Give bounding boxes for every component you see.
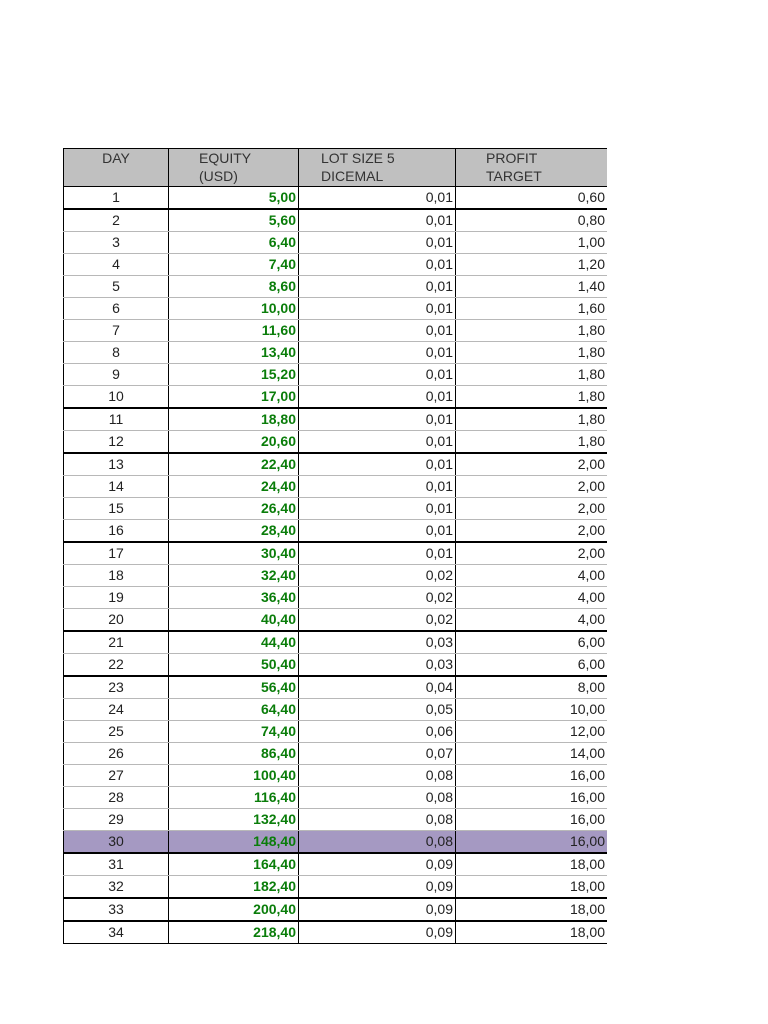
table-row [64,609,608,632]
table-row [64,809,608,831]
lot-size-cell: 0,01 [299,298,456,320]
table-row [64,453,608,476]
profit-target-cell: 16,00 [456,831,608,854]
day-cell: 13 [64,453,169,476]
day-cell: 21 [64,631,169,654]
profit-target-cell: 10,00 [456,699,608,721]
lot-size-cell: 0,09 [299,921,456,944]
equity-cell: 5,60 [169,209,299,232]
profit-target-cell: 16,00 [456,765,608,787]
day-cell: 27 [64,765,169,787]
equity-cell: 28,40 [169,520,299,543]
day-cell: 4 [64,254,169,276]
equity-cell: 7,40 [169,254,299,276]
equity-cell: 218,40 [169,921,299,944]
profit-target-cell: 1,80 [456,320,608,342]
profit-target-cell: 18,00 [456,853,608,876]
day-cell: 6 [64,298,169,320]
table-row [64,787,608,809]
day-cell: 23 [64,676,169,699]
table-row [64,476,608,498]
header-day: DAY [64,149,169,187]
table-row [64,386,608,409]
lot-size-cell: 0,01 [299,187,456,210]
lot-size-cell: 0,01 [299,342,456,364]
profit-target-cell: 1,60 [456,298,608,320]
lot-size-cell: 0,01 [299,431,456,454]
day-cell: 3 [64,232,169,254]
day-cell: 30 [64,831,169,854]
day-cell: 32 [64,876,169,899]
profit-target-cell: 1,80 [456,342,608,364]
table-row [64,187,608,210]
lot-size-cell: 0,01 [299,320,456,342]
table-row [64,276,608,298]
equity-cell: 22,40 [169,453,299,476]
equity-cell: 32,40 [169,565,299,587]
day-cell: 28 [64,787,169,809]
profit-target-cell: 12,00 [456,721,608,743]
table-row [64,209,608,232]
table-row [64,498,608,520]
profit-target-cell: 1,00 [456,232,608,254]
lot-size-cell: 0,01 [299,232,456,254]
lot-size-cell: 0,01 [299,408,456,431]
table-row [64,431,608,454]
equity-cell: 200,40 [169,898,299,921]
profit-target-cell: 18,00 [456,921,608,944]
table-body [64,187,608,944]
profit-target-cell: 1,80 [456,408,608,431]
profit-target-cell: 18,00 [456,876,608,899]
equity-cell: 56,40 [169,676,299,699]
table-row [64,320,608,342]
profit-target-cell: 1,80 [456,431,608,454]
lot-size-cell: 0,08 [299,787,456,809]
lot-size-cell: 0,01 [299,386,456,409]
equity-cell: 182,40 [169,876,299,899]
table-row [64,831,608,854]
equity-cell: 148,40 [169,831,299,854]
lot-size-cell: 0,04 [299,676,456,699]
equity-cell: 116,40 [169,787,299,809]
lot-size-cell: 0,01 [299,364,456,386]
profit-target-cell: 14,00 [456,743,608,765]
equity-cell: 36,40 [169,587,299,609]
equity-cell: 20,60 [169,431,299,454]
equity-cell: 26,40 [169,498,299,520]
equity-cell: 17,00 [169,386,299,409]
profit-target-cell: 8,00 [456,676,608,699]
table-row [64,743,608,765]
table-row [64,298,608,320]
equity-cell: 40,40 [169,609,299,632]
day-cell: 16 [64,520,169,543]
header-profit-target: PROFIT TARGET [456,149,608,187]
equity-cell: 44,40 [169,631,299,654]
profit-target-cell: 2,00 [456,520,608,543]
profit-target-cell: 6,00 [456,654,608,677]
lot-size-cell: 0,03 [299,631,456,654]
table-row [64,565,608,587]
table-row [64,587,608,609]
equity-cell: 18,80 [169,408,299,431]
lot-size-cell: 0,02 [299,565,456,587]
day-cell: 34 [64,921,169,944]
profit-target-cell: 2,00 [456,542,608,565]
table-row [64,542,608,565]
day-cell: 22 [64,654,169,677]
table-row [64,364,608,386]
day-cell: 17 [64,542,169,565]
lot-size-cell: 0,03 [299,654,456,677]
table-row [64,654,608,677]
profit-target-cell: 0,60 [456,187,608,210]
day-cell: 14 [64,476,169,498]
equity-cell: 74,40 [169,721,299,743]
table-row [64,876,608,899]
lot-size-cell: 0,09 [299,898,456,921]
lot-size-cell: 0,08 [299,831,456,854]
day-cell: 26 [64,743,169,765]
lot-size-cell: 0,09 [299,853,456,876]
lot-size-cell: 0,08 [299,809,456,831]
day-cell: 9 [64,364,169,386]
equity-cell: 15,20 [169,364,299,386]
table-row [64,254,608,276]
equity-cell: 6,40 [169,232,299,254]
lot-size-cell: 0,01 [299,542,456,565]
equity-cell: 11,60 [169,320,299,342]
day-cell: 12 [64,431,169,454]
lot-size-cell: 0,01 [299,209,456,232]
day-cell: 25 [64,721,169,743]
table-row [64,765,608,787]
lot-size-cell: 0,05 [299,699,456,721]
day-cell: 18 [64,565,169,587]
table-row [64,898,608,921]
profit-target-cell: 0,80 [456,209,608,232]
profit-target-cell: 4,00 [456,587,608,609]
day-cell: 1 [64,187,169,210]
equity-cell: 86,40 [169,743,299,765]
profit-target-cell: 1,80 [456,364,608,386]
lot-size-cell: 0,01 [299,498,456,520]
lot-size-cell: 0,07 [299,743,456,765]
table-row [64,631,608,654]
equity-table-container [63,148,607,944]
day-cell: 31 [64,853,169,876]
header-lot-size: LOT SIZE 5 DICEMAL [299,149,456,187]
table-row [64,408,608,431]
day-cell: 11 [64,408,169,431]
day-cell: 24 [64,699,169,721]
profit-target-cell: 4,00 [456,609,608,632]
table-row [64,921,608,944]
profit-target-cell: 4,00 [456,565,608,587]
equity-cell: 24,40 [169,476,299,498]
lot-size-cell: 0,02 [299,587,456,609]
lot-size-cell: 0,09 [299,876,456,899]
lot-size-cell: 0,08 [299,765,456,787]
day-cell: 29 [64,809,169,831]
day-cell: 2 [64,209,169,232]
lot-size-cell: 0,02 [299,609,456,632]
table-row [64,853,608,876]
day-cell: 19 [64,587,169,609]
lot-size-cell: 0,01 [299,453,456,476]
profit-target-cell: 18,00 [456,898,608,921]
day-cell: 8 [64,342,169,364]
profit-target-cell: 1,20 [456,254,608,276]
profit-target-cell: 16,00 [456,809,608,831]
lot-size-cell: 0,06 [299,721,456,743]
day-cell: 7 [64,320,169,342]
lot-size-cell: 0,01 [299,520,456,543]
equity-cell: 8,60 [169,276,299,298]
day-cell: 10 [64,386,169,409]
equity-cell: 10,00 [169,298,299,320]
lot-size-cell: 0,01 [299,254,456,276]
header-equity: EQUITY (USD) [169,149,299,187]
table-row [64,232,608,254]
day-cell: 15 [64,498,169,520]
profit-target-cell: 2,00 [456,498,608,520]
table-row [64,699,608,721]
day-cell: 20 [64,609,169,632]
table-header-row [64,149,608,187]
profit-target-cell: 2,00 [456,476,608,498]
equity-cell: 100,40 [169,765,299,787]
profit-target-cell: 16,00 [456,787,608,809]
day-cell: 33 [64,898,169,921]
table-row [64,676,608,699]
profit-target-cell: 2,00 [456,453,608,476]
lot-size-cell: 0,01 [299,276,456,298]
profit-target-cell: 1,80 [456,386,608,409]
day-cell: 5 [64,276,169,298]
table-row [64,520,608,543]
lot-size-cell: 0,01 [299,476,456,498]
equity-cell: 64,40 [169,699,299,721]
profit-target-cell: 1,40 [456,276,608,298]
equity-cell: 164,40 [169,853,299,876]
equity-cell: 132,40 [169,809,299,831]
table-row [64,342,608,364]
profit-target-cell: 6,00 [456,631,608,654]
equity-table [63,148,607,944]
equity-cell: 5,00 [169,187,299,210]
equity-cell: 50,40 [169,654,299,677]
equity-cell: 30,40 [169,542,299,565]
table-row [64,721,608,743]
equity-cell: 13,40 [169,342,299,364]
